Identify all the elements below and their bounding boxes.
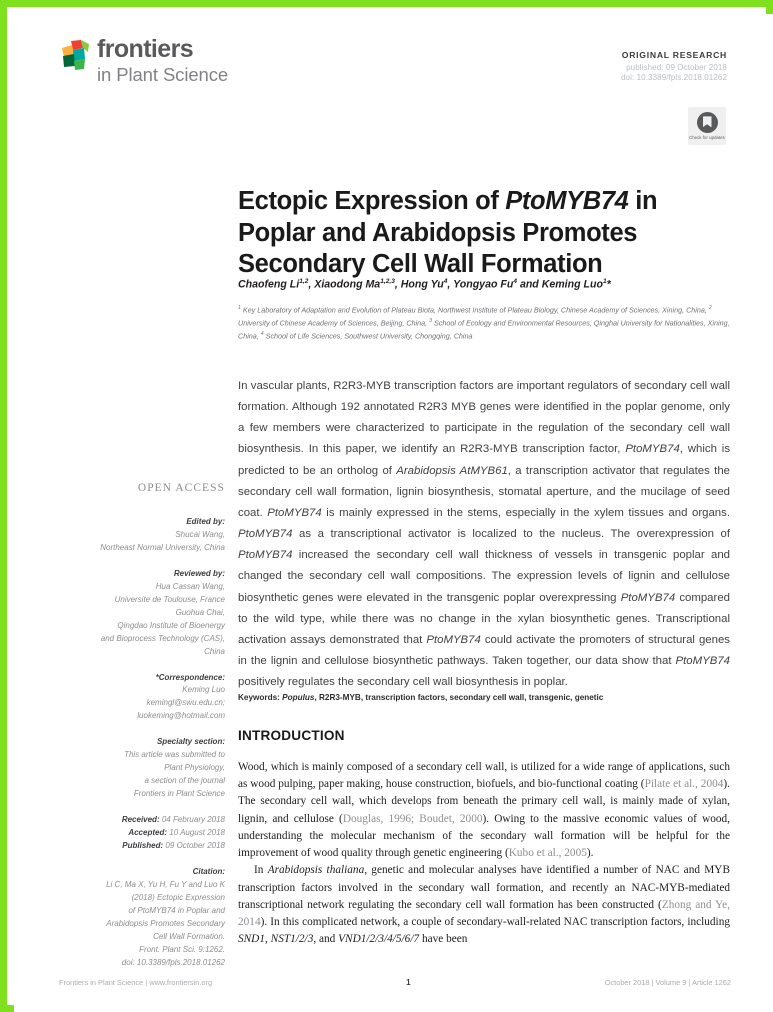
specialty-line: a section of the journal xyxy=(144,776,225,786)
journal-logo-main: frontiers xyxy=(97,35,194,63)
section-heading-introduction: INTRODUCTION xyxy=(238,728,345,743)
received-date: 04 February 2018 xyxy=(161,815,225,825)
species-name: Arabidopsis thaliana xyxy=(267,864,365,877)
page-header xyxy=(14,14,773,154)
edited-by-label: Edited by: xyxy=(186,517,225,526)
reviewed-by-label: Reviewed by: xyxy=(173,568,225,578)
citation-ref[interactable]: Pilate et al., 2004 xyxy=(644,778,724,791)
crossmark-icon xyxy=(697,112,718,133)
para2-c: ). In this complicated network, a couple of secondary-wall-related NAC transcription factors, including xyxy=(260,915,730,928)
header-meta xyxy=(621,50,727,82)
reviewer-line: Universite de Toulouse, France xyxy=(114,594,225,604)
footer-journal-url[interactable]: Frontiers in Plant Science | www.frontiersin.org xyxy=(59,978,213,987)
accepted-row xyxy=(62,827,225,840)
author-list: Chaofeng Li$^{1,2}$, Xiaodong Ma$^{1,2,3}$, Hong Yu$^4$, Yongyao Fu$^4$ and Keming Luo$^1$* xyxy=(238,278,611,291)
para2-e: , and xyxy=(313,933,339,946)
reviewer-line: Qingdao Institute of Bioenergy xyxy=(117,620,225,630)
specialty-line: This article was submitted to xyxy=(124,750,225,760)
published-row xyxy=(62,840,225,853)
footer-page-number: 1 xyxy=(406,978,411,987)
title-part-2: in Poplar and Arabidopsis Promotes Secondary Cell Wall Formation xyxy=(238,187,658,279)
footer-issue-info: October 2018 | Volume 9 | Article 1262 xyxy=(604,978,731,987)
keywords-label: Keywords: xyxy=(238,693,280,702)
accepted-label: Accepted: xyxy=(128,828,168,838)
crossmark-label: Check for updates xyxy=(689,135,725,141)
correspondence-name: Keming Luo xyxy=(182,685,225,695)
paragraph xyxy=(238,759,730,862)
specialty-section-label: Specialty section: xyxy=(156,737,225,747)
editor-name: Shucai Wang, xyxy=(175,529,225,539)
received-row xyxy=(62,814,225,827)
reviewer-line: Hua Cassan Wang, xyxy=(155,581,225,591)
journal-logo-text xyxy=(97,36,228,86)
citation-label: Citation: xyxy=(192,866,225,876)
published-label: Published: xyxy=(122,841,164,851)
para2-a: In xyxy=(254,864,268,877)
editor-affiliation: Northeast Normal University, China xyxy=(100,542,225,552)
para2-f: have been xyxy=(419,933,468,946)
paragraph xyxy=(238,862,730,948)
citation-doi[interactable]: doi: 10.3389/fpls.2018.01262 xyxy=(121,957,225,967)
correspondence-label: *Correspondence: xyxy=(155,672,225,682)
open-access-label: OPEN ACCESS xyxy=(137,482,225,494)
para1-a: Wood, which is mainly composed of a secondary cell wall, is utilized for a wide range of applications, such as wood pulping, paper making, house construction, biofuels, and bio-functional coating ( xyxy=(238,761,730,791)
published-date-sidebar: 09 October 2018 xyxy=(165,841,225,851)
para1-d: ). xyxy=(586,847,594,860)
title-part-1: Ectopic Expression of xyxy=(238,187,506,216)
para1-c: ). Owing to the massive economic values of wood, understanding the molecular mechanism of the secondary wall formation will be helpful for the improvement of wood quality through genetic engineering ( xyxy=(238,812,731,860)
received-label: Received: xyxy=(121,815,160,825)
abstract-text: In vascular plants, R2R3-MYB transcription factors are important regulators of secondary cell wall formation. Although 192 annotated R2R3 MYB genes were identified in the poplar genome, only a few members were characterized to participate in the regulation of the secondary cell wall biosynthesis. In this paper, we identify an R2R3-MYB transcription factor, PtoMYB74, which is predicted to be an ortholog of Arabidopsis AtMYB61, a transcription activator that regulates the secondary cell wall formation, lignin biosynthesis, stomatal aperture, and the mucilage of seed coat. PtoMYB74 is mainly expressed in the stems, especially in the xylem tissues and organs. PtoMYB74 as a transcriptional activator is localized to the nucleus. The overexpression of PtoMYB74 increased the secondary cell wall thickness of vessels in transgenic poplar and changed the secondary cell wall compositions. The expression levels of lignin and cellulose biosynthetic genes were elevated in the transgenic poplar overexpressing PtoMYB74 compared to the wild type, while there was no change in the xylan biosynthetic genes. Transcriptional activation assays demonstrated that PtoMYB74 could activate the promoters of structural genes in the lignin and cellulose biosynthetic pathways. Taken together, our data show that PtoMYB74 positively regulates the secondary cell wall biosynthesis in poplar. xyxy=(238,380,731,689)
title-gene-name: PtoMYB74 xyxy=(505,187,629,216)
reviewer-line: and Bioprocess Technology (CAS), xyxy=(100,633,225,643)
para1-b: ). The secondary cell wall, which develops from beneath the primary cell wall, is mainly made of xylan, lignin, and cellulose ( xyxy=(238,778,730,825)
doi-line[interactable]: doi: 10.3389/fpls.2018.01262 xyxy=(621,73,727,82)
frontiers-logo-icon xyxy=(59,39,91,73)
citation-ref[interactable]: Zhong and Ye, 2014 xyxy=(238,898,730,928)
page-sheet xyxy=(14,14,773,1012)
accepted-date: 10 August 2018 xyxy=(169,828,225,838)
citation-line: Arabidopsis Promotes Secondary xyxy=(106,918,225,928)
citation-line: of PtoMYB74 in Poplar and xyxy=(128,905,225,915)
citation-line: Cell Wall Formation. xyxy=(153,931,225,941)
reviewed-by-block xyxy=(62,568,225,659)
journal-logo-sub: in Plant Science xyxy=(97,64,229,86)
para2-b: , genetic and molecular analyses have identified a number of NAC and MYB transcription factors involved in the secondary wall formation, and recently an NAC-MYB-mediated transcriptional network regulating the secondary cell wall formation has been constructed ( xyxy=(238,864,730,911)
specialty-line: Plant Physiology, xyxy=(164,763,225,773)
article-metadata-sidebar xyxy=(62,482,225,983)
gene-name: VND1/2/3/4/5/6/7 xyxy=(338,933,420,946)
journal-logo[interactable] xyxy=(59,36,228,86)
specialty-line: Frontiers in Plant Science xyxy=(133,789,225,799)
affiliations: $^1$ Key Laboratory of Adaptation and Evolution of Plateau Biota, Northwest Institute of Plateau Biology, Chinese Academy of Sciences, Xining, China, $^2$ University of Chinese Academy of Sciences, Beijing, China, $^3$ School of Ecology and Environmental Resources, Qinghai University for Nationalities, Xining, China, $^4$ School of Life Sciences, Southwest University, Chongqing, China xyxy=(238,305,730,340)
check-for-updates-badge[interactable] xyxy=(688,107,726,145)
para2-d: , xyxy=(265,933,271,946)
article-title xyxy=(238,186,730,281)
citation-block xyxy=(62,866,225,970)
gene-name: NST1/2/3 xyxy=(270,933,314,946)
article-type-label: ORIGINAL RESEARCH xyxy=(621,50,727,60)
history-dates-block xyxy=(62,814,225,853)
reviewer-line: Guohua Chai, xyxy=(175,607,225,617)
citation-line: Li C, Ma X, Yu H, Fu Y and Luo K xyxy=(106,879,225,889)
correspondence-block xyxy=(62,672,225,724)
edited-by-block xyxy=(62,516,225,555)
reviewer-line: China xyxy=(204,646,225,656)
keywords: Keywords: Populus, R2R3-MYB, transcription factors, secondary cell wall, transgenic, genetic xyxy=(238,693,604,702)
citation-line: Front. Plant Sci. 9:1262. xyxy=(139,944,225,954)
page-footer xyxy=(59,978,731,987)
citation-line: (2018) Ectopic Expression xyxy=(131,892,225,902)
published-date: published: 09 October 2018 xyxy=(626,62,727,72)
citation-ref[interactable]: Douglas, 1996; Boudet, 2000 xyxy=(342,812,483,825)
introduction-body xyxy=(238,759,730,948)
specialty-section-block xyxy=(62,736,225,801)
citation-ref[interactable]: Kubo et al., 2005 xyxy=(508,847,587,860)
correspondence-email[interactable]: kemingl@swu.edu.cn; xyxy=(146,698,225,708)
gene-name: SND1 xyxy=(238,933,265,946)
correspondence-email[interactable]: luokeming@hotmail.com xyxy=(137,711,225,721)
